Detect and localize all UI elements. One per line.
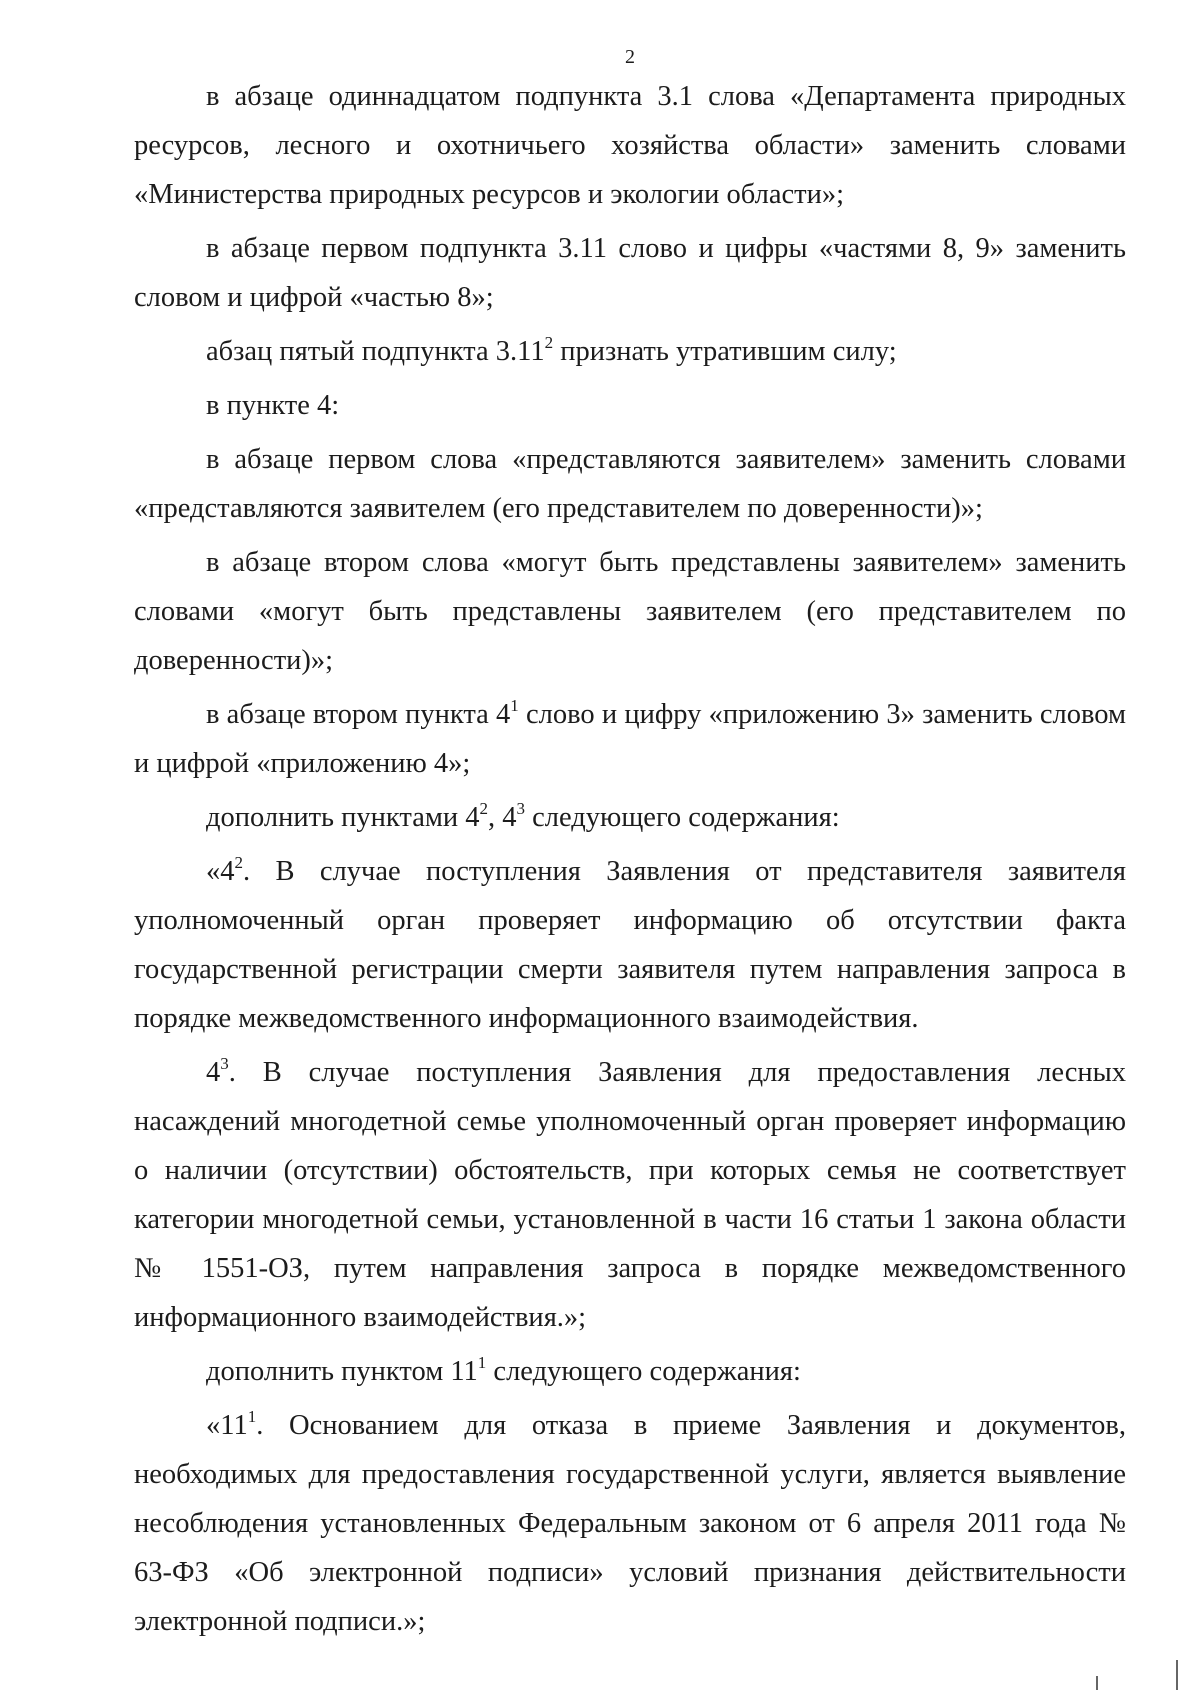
paragraph: в абзаце первом подпункта 3.11 слово и цифры «частями 8, 9» заменить словом и цифрой «частью 8»; bbox=[134, 233, 1126, 313]
superscript: 1 bbox=[510, 695, 519, 715]
superscript: 3 bbox=[516, 798, 526, 818]
superscript: 3 bbox=[220, 1053, 229, 1073]
paragraph: «$11^1$. Основанием для отказа в приеме Заявления и документов, необходимых для предоставления государственной услуги, является выявление несоблюдения установленных Федеральным законом от 6 апреля 2011 года № 63-ФЗ «Об электронной подписи» условий признания действительности электронной подписи.»; bbox=[134, 1406, 1126, 1637]
paragraph: в абзаце втором слова «могут быть представлены заявителем» заменить словами «могут быть представлены заявителем (его представителем по доверенности)»; bbox=[134, 547, 1126, 676]
paragraph: в абзаце одиннадцатом подпункта 3.1 слова «Департамента природных ресурсов, лесного и охотничьего хозяйства области» заменить словами «Министерства природных ресурсов и экологии области»; bbox=[134, 81, 1126, 210]
paragraph: дополнить пунктами $4^2$, $4^3$ следующего содержания: bbox=[206, 798, 840, 833]
paragraph: дополнить пунктом $11^1$ следующего содержания: bbox=[206, 1352, 801, 1387]
paragraph: в абзаце первом слова «представляются заявителем» заменить словами «представляются заявителем (его представителем по доверенности)»; bbox=[134, 444, 1126, 524]
superscript: 2 bbox=[234, 852, 243, 872]
scan-artifact bbox=[1176, 1660, 1178, 1690]
paragraph: «$4^2$. В случае поступления Заявления от представителя заявителя уполномоченный орган проверяет информацию об отсутствии факта государственной регистрации смерти заявителя путем направления запроса в порядке межведомственного информационного взаимодействия. bbox=[134, 852, 1126, 1034]
superscript: 2 bbox=[479, 798, 489, 818]
superscript: 1 bbox=[477, 1352, 487, 1372]
paragraph: в пункте 4: bbox=[206, 390, 340, 421]
scan-artifact bbox=[1096, 1676, 1098, 1690]
paragraph: абзац пятый подпункта 3.11$^2$ признать утратившим силу; bbox=[206, 332, 897, 367]
superscript: 2 bbox=[544, 332, 554, 352]
document-body bbox=[134, 72, 1126, 1646]
paragraph: $4^3$. В случае поступления Заявления для предоставления лесных насаждений многодетной семье уполномоченный орган проверяет информацию о наличии (отсутствии) обстоятельств, при которых семья не соответствует категории многодетной семьи, установленной в части 16 статьи 1 закона области № 1551-ОЗ, путем направления запроса в порядке межведомственного информационного взаимодействия.»; bbox=[134, 1053, 1126, 1333]
paragraph: в абзаце втором пункта $4^1$ слово и цифру «приложению 3» заменить словом и цифрой «приложению 4»; bbox=[134, 695, 1126, 779]
page-number: 2 bbox=[625, 46, 635, 68]
superscript: 1 bbox=[247, 1406, 257, 1426]
